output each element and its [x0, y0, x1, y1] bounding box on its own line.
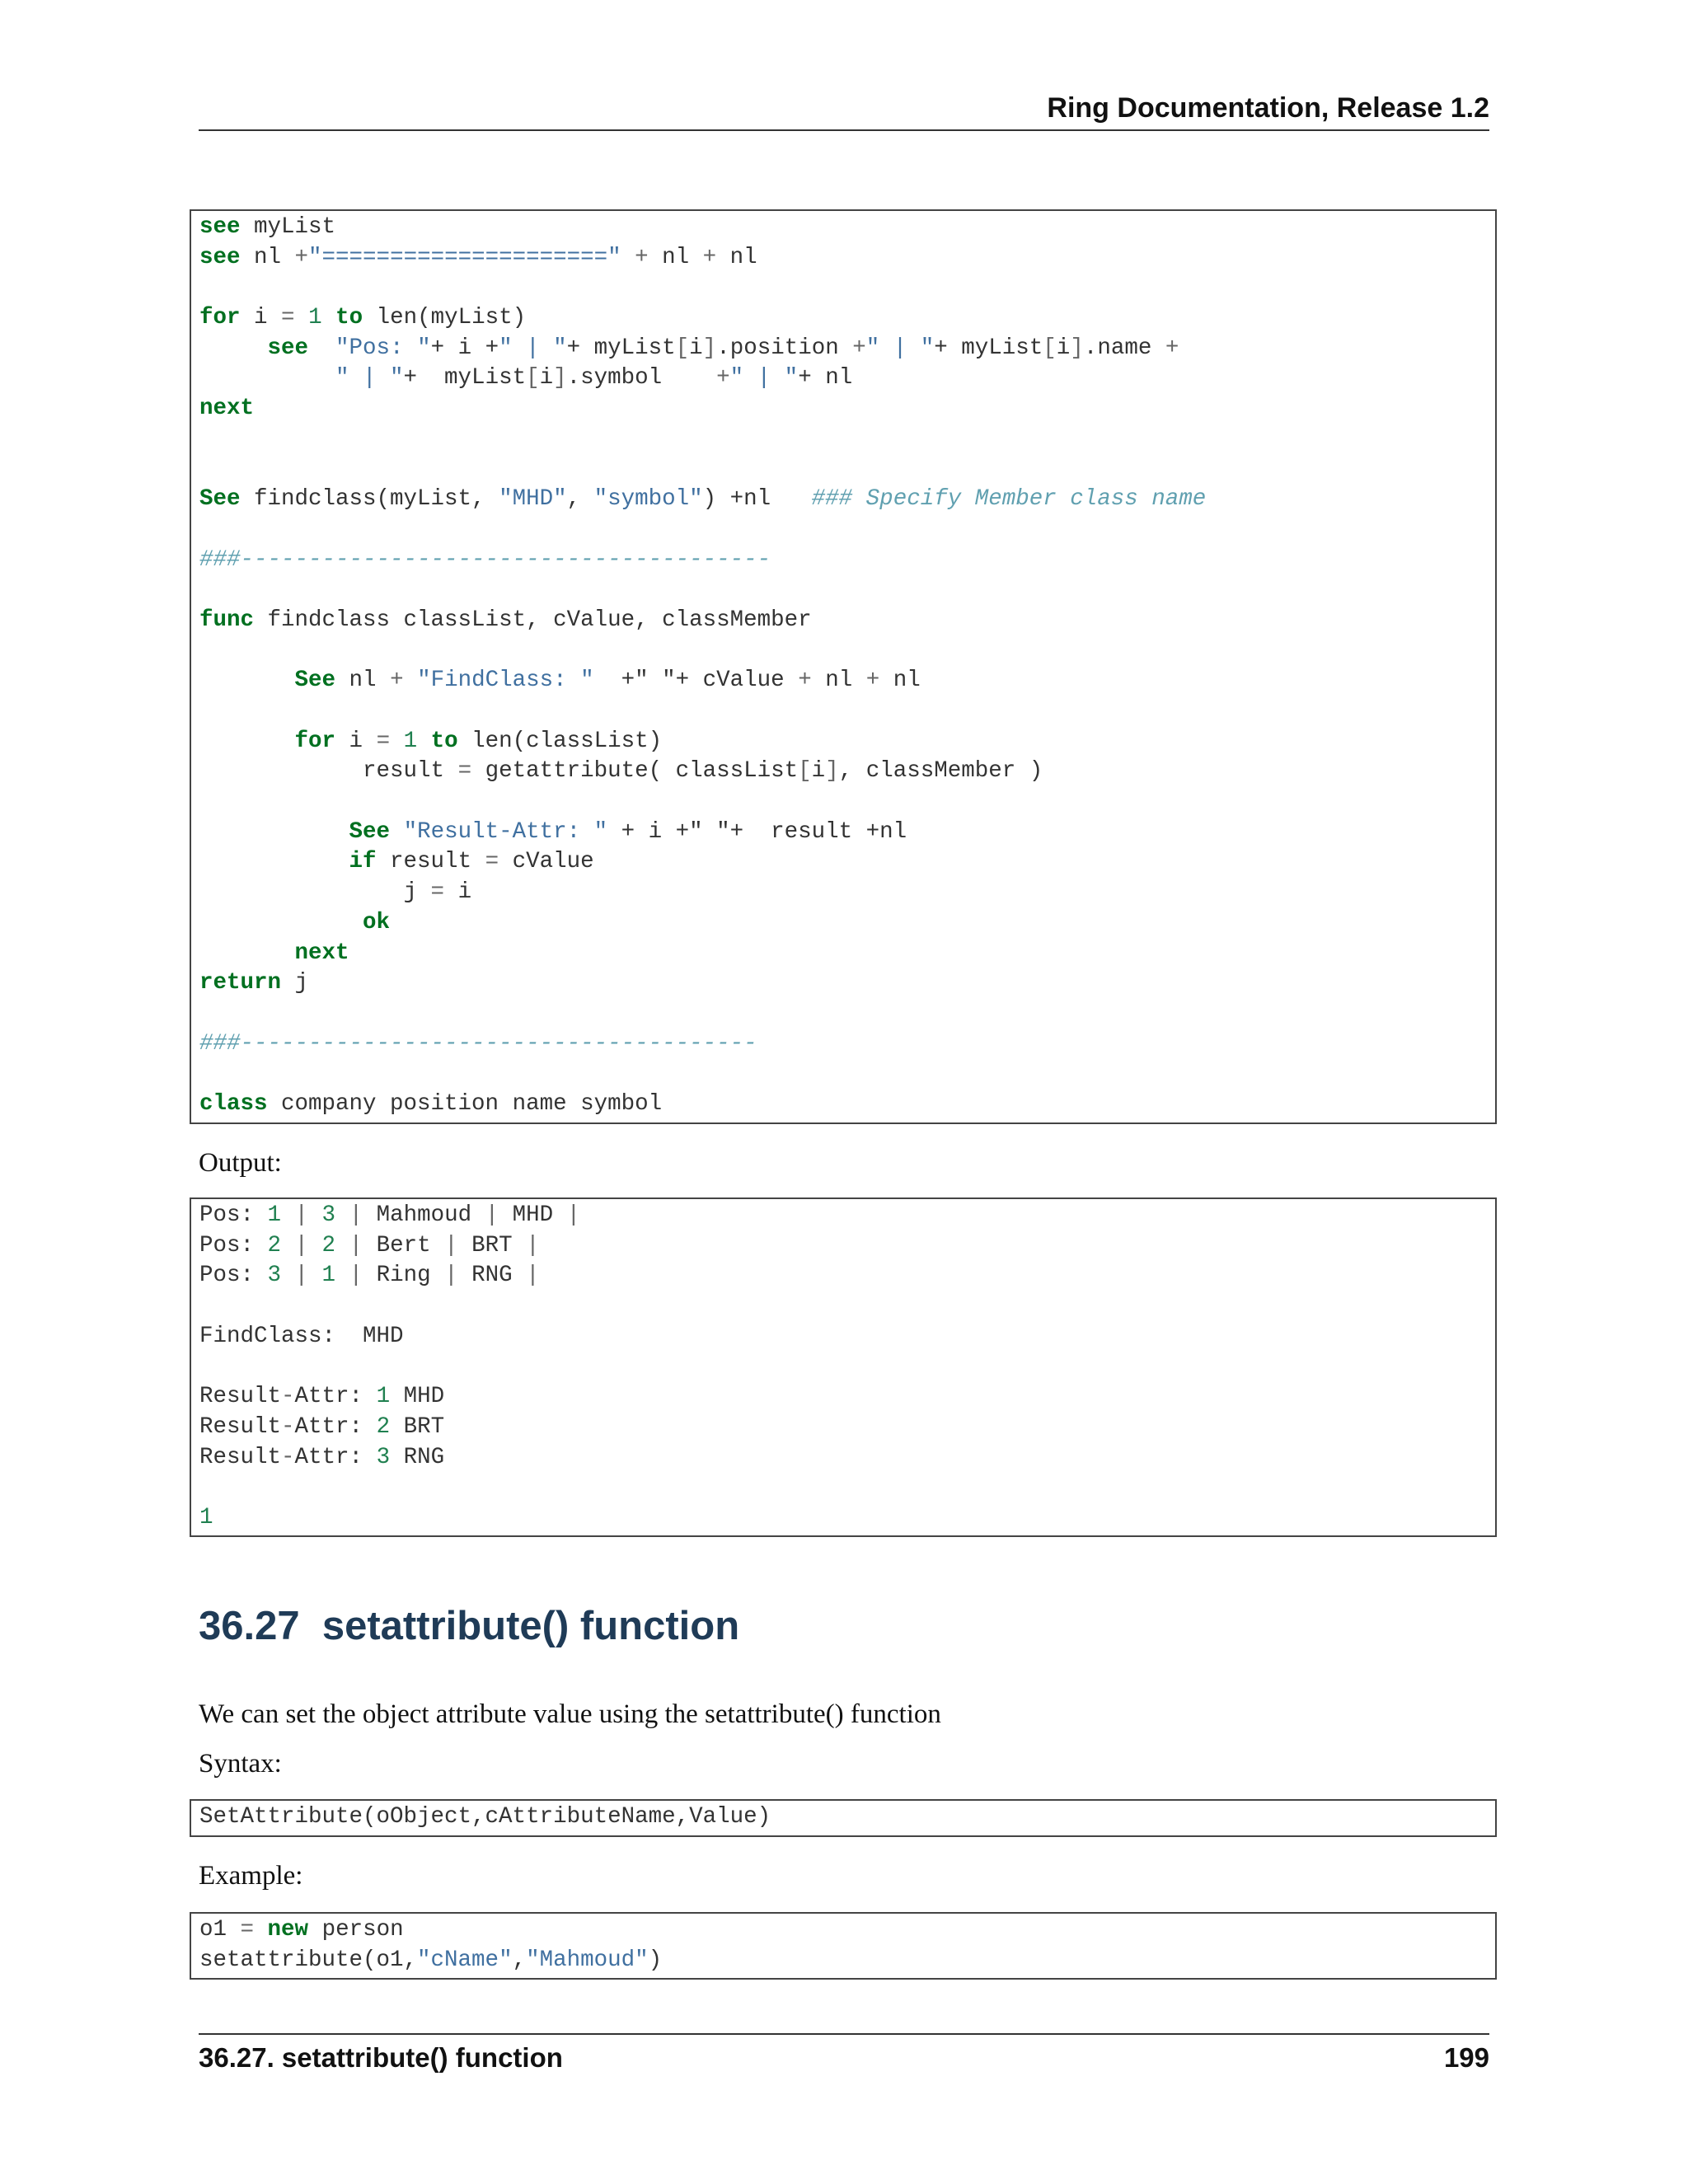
code-token: len(classList) — [457, 728, 663, 754]
section-heading — [199, 1603, 739, 1649]
code-token: i — [811, 758, 826, 785]
code-token — [390, 819, 404, 845]
code-token: .name — [1083, 335, 1165, 361]
code-line — [199, 757, 1487, 787]
code-line — [199, 1443, 1487, 1474]
code-token: result — [376, 849, 485, 875]
code-token: + — [865, 668, 880, 694]
code-line — [199, 1201, 1487, 1231]
code-line — [199, 546, 1487, 576]
code-token: + myList — [566, 335, 676, 361]
code-token — [308, 335, 335, 361]
code-token: len(myList) — [363, 305, 527, 331]
example-label: Example: — [199, 1861, 303, 1891]
code-token: see — [267, 335, 309, 361]
code-token: findclass classList, cValue, classMember — [254, 607, 812, 633]
code-token: + myList — [403, 365, 527, 391]
code-token: RNG — [457, 1263, 527, 1289]
code-line — [199, 908, 1487, 939]
code-line — [199, 999, 1487, 1029]
code-token: + — [635, 244, 649, 270]
code-token: company position name symbol — [267, 1090, 663, 1117]
code-line — [199, 1382, 1487, 1413]
code-token — [199, 849, 349, 874]
code-token: - — [281, 1384, 295, 1410]
code-token: [ — [526, 365, 540, 391]
code-token: - — [281, 1413, 295, 1440]
code-token: Result — [199, 1384, 282, 1410]
code-line — [199, 1352, 1487, 1382]
code-line — [199, 1261, 1487, 1291]
code-token — [199, 335, 268, 361]
code-line — [199, 1029, 1487, 1060]
code-line — [199, 968, 1487, 999]
code-token: 1 — [321, 1263, 336, 1289]
code-token: " | " — [729, 365, 799, 391]
code-token: "Result-Attr: " — [403, 818, 608, 845]
code-token: next — [199, 396, 255, 422]
code-block-findclass — [190, 209, 1497, 1124]
code-token: - — [281, 1444, 295, 1470]
code-token: | — [335, 1263, 377, 1289]
code-token: result — [199, 758, 458, 785]
output-block — [190, 1197, 1497, 1537]
code-token — [199, 365, 335, 391]
code-token: 2 — [267, 1232, 282, 1258]
code-token: | — [444, 1263, 458, 1289]
code-token: See — [349, 818, 391, 845]
code-token: ###-------------------------------------- — [199, 1030, 757, 1057]
code-token: Attr: — [294, 1444, 377, 1470]
code-token: i — [689, 335, 703, 361]
code-line — [199, 1473, 1487, 1503]
code-token: | — [485, 1202, 499, 1228]
code-line — [199, 696, 1487, 727]
code-token — [322, 305, 336, 330]
code-token: + i + — [430, 335, 499, 361]
code-token: func — [199, 607, 255, 633]
code-line — [199, 455, 1487, 485]
code-token: + myList — [934, 335, 1043, 361]
code-line — [199, 1915, 1487, 1946]
code-token: Result — [199, 1444, 282, 1470]
code-line — [199, 847, 1487, 878]
code-token: , — [566, 486, 594, 513]
code-token: myList — [240, 214, 336, 240]
code-line — [199, 1291, 1487, 1322]
code-token: findclass(myList, — [240, 486, 499, 513]
code-line — [199, 878, 1487, 908]
header-rule — [199, 129, 1489, 131]
code-line — [199, 485, 1487, 515]
code-line — [199, 575, 1487, 606]
code-token: nl — [879, 668, 921, 694]
code-token: "cName" — [417, 1947, 513, 1973]
code-token: 3 — [321, 1202, 336, 1228]
code-token: next — [294, 940, 349, 966]
code-token: + — [1165, 335, 1179, 361]
code-token — [254, 1917, 268, 1943]
code-token: Result — [199, 1413, 282, 1440]
code-line — [199, 363, 1487, 394]
code-token: ) +nl — [702, 486, 812, 513]
code-token: 1 — [308, 305, 322, 331]
code-token: "=====================" — [308, 244, 621, 270]
footer-rule — [199, 2033, 1489, 2035]
code-token — [417, 729, 431, 754]
code-token: + — [798, 668, 812, 694]
code-line — [199, 273, 1487, 303]
code-token: for — [294, 728, 336, 754]
code-token: Attr: — [294, 1413, 377, 1440]
code-token: " | " — [335, 365, 404, 391]
code-token: | — [526, 1232, 540, 1258]
code-token: 2 — [376, 1413, 391, 1440]
code-token: to — [430, 728, 458, 754]
code-line — [199, 818, 1487, 848]
code-line — [199, 1503, 1487, 1534]
code-token: 3 — [376, 1444, 391, 1470]
code-token: nl — [648, 244, 703, 270]
code-token: ###--------------------------------------- — [199, 546, 771, 573]
code-token: ] — [825, 758, 839, 785]
code-token: + — [390, 668, 404, 694]
code-token: RNG — [390, 1444, 445, 1470]
code-token: , — [512, 1947, 527, 1973]
code-token: "FindClass: " — [417, 668, 594, 694]
example-code-block — [190, 1912, 1497, 1980]
code-token: " | " — [865, 335, 935, 361]
code-token: ] — [702, 335, 717, 361]
code-token — [404, 668, 418, 693]
code-line — [199, 606, 1487, 636]
code-token: [ — [1043, 335, 1057, 361]
code-token: ### Specify Member class name — [811, 486, 1207, 513]
code-token: 1 — [199, 1504, 213, 1530]
page-number: 199 — [1443, 2042, 1489, 2073]
code-token: ok — [363, 909, 391, 935]
code-token: +" "+ cValue — [593, 668, 799, 694]
code-token: = — [430, 879, 445, 906]
code-token: i — [1056, 335, 1071, 361]
code-token: | — [526, 1263, 540, 1289]
code-token: "MHD" — [499, 486, 567, 513]
code-token — [295, 305, 309, 330]
code-token: | — [566, 1202, 581, 1228]
code-token: + — [294, 244, 309, 270]
code-token: MHD — [499, 1202, 567, 1228]
code-line — [199, 303, 1487, 334]
code-token: + i +" "+ result +nl — [607, 818, 907, 845]
code-token: Ring — [376, 1263, 445, 1289]
syntax-code-block — [190, 1799, 1497, 1837]
code-token: j — [199, 879, 431, 906]
code-token: nl — [811, 668, 866, 694]
code-token: | — [281, 1202, 322, 1228]
code-line — [199, 515, 1487, 546]
code-token: 2 — [321, 1232, 336, 1258]
code-line — [199, 213, 1487, 243]
code-token: [ — [675, 335, 690, 361]
code-token: SetAttribute(oObject,cAttributeName,Value) — [199, 1804, 771, 1830]
code-token — [390, 729, 404, 754]
code-line — [199, 939, 1487, 969]
code-token: , classMember ) — [838, 758, 1043, 785]
code-token: getattribute( classList — [471, 758, 799, 785]
code-token: | — [444, 1232, 458, 1258]
code-token: nl — [335, 668, 391, 694]
code-token: new — [267, 1917, 309, 1943]
code-token: + — [852, 335, 866, 361]
code-token: = — [281, 305, 295, 331]
code-token: ] — [1070, 335, 1084, 361]
code-token: 3 — [267, 1263, 282, 1289]
code-token: ) — [648, 1947, 663, 1973]
code-line — [199, 1231, 1487, 1262]
code-token: = — [376, 728, 391, 754]
code-line — [199, 394, 1487, 424]
section-intro: We can set the object attribute value using the setattribute() function — [199, 1699, 941, 1729]
code-token: .symbol — [566, 365, 717, 391]
code-token: + — [702, 244, 717, 270]
code-token: see — [199, 244, 241, 270]
code-token: | — [335, 1202, 377, 1228]
code-token: i — [539, 365, 554, 391]
code-token: = — [240, 1917, 255, 1943]
code-token: See — [199, 486, 241, 513]
code-token: 1 — [376, 1384, 391, 1410]
code-token: = — [485, 849, 499, 875]
code-token: nl — [716, 244, 757, 270]
section-number: 36.27 — [199, 1604, 300, 1648]
code-line — [199, 1413, 1487, 1443]
code-line — [199, 636, 1487, 667]
code-token: class — [199, 1090, 268, 1117]
code-token: for — [199, 305, 241, 331]
code-token — [199, 910, 363, 935]
code-token: Pos: — [199, 1202, 268, 1228]
code-token: "Pos: " — [335, 335, 431, 361]
code-line — [199, 1946, 1487, 1976]
code-token: = — [457, 758, 472, 785]
code-token: ] — [553, 365, 567, 391]
code-token — [199, 940, 295, 966]
running-header: Ring Documentation, Release 1.2 — [1047, 92, 1489, 124]
code-line — [199, 1322, 1487, 1352]
code-token: i — [335, 728, 377, 754]
code-line — [199, 727, 1487, 757]
code-token: BRT — [390, 1413, 445, 1440]
code-token: 1 — [403, 728, 418, 754]
code-token — [199, 819, 349, 845]
code-token: "symbol" — [593, 486, 703, 513]
code-token: + — [716, 365, 730, 391]
code-token: return — [199, 970, 282, 996]
code-token — [199, 729, 295, 754]
code-token: BRT — [457, 1232, 527, 1258]
code-token — [621, 245, 635, 270]
code-token: MHD — [390, 1384, 445, 1410]
code-token — [199, 668, 295, 693]
code-token: Bert — [376, 1232, 445, 1258]
footer-section: 36.27. setattribute() function — [199, 2042, 563, 2073]
code-token: see — [199, 214, 241, 240]
code-line — [199, 1090, 1487, 1120]
code-token: to — [335, 305, 363, 331]
code-token: i — [444, 879, 472, 906]
code-line — [199, 1059, 1487, 1090]
code-token: Pos: — [199, 1263, 268, 1289]
code-token: " | " — [499, 335, 567, 361]
code-token: | — [335, 1232, 377, 1258]
code-token: See — [294, 668, 336, 694]
output-label: Output: — [199, 1148, 282, 1178]
code-line — [199, 787, 1487, 818]
code-token: [ — [798, 758, 812, 785]
code-token: Mahmoud — [376, 1202, 485, 1228]
code-token: | — [281, 1232, 322, 1258]
code-token: 1 — [267, 1202, 282, 1228]
code-token: nl — [240, 244, 295, 270]
code-token: o1 — [199, 1917, 241, 1943]
code-token: if — [349, 849, 377, 875]
code-token: person — [308, 1917, 404, 1943]
code-token: cValue — [499, 849, 594, 875]
section-title: setattribute() function — [321, 1604, 740, 1648]
code-token: setattribute(o1, — [199, 1947, 418, 1973]
code-token: j — [281, 970, 309, 996]
code-line — [199, 666, 1487, 696]
syntax-label: Syntax: — [199, 1749, 282, 1779]
code-line — [199, 243, 1487, 274]
code-token: .position — [716, 335, 853, 361]
code-token: Pos: — [199, 1232, 268, 1258]
code-token: "Mahmoud" — [526, 1947, 649, 1973]
code-token: | — [281, 1263, 322, 1289]
code-line — [199, 1802, 1487, 1833]
code-token: FindClass: MHD — [199, 1323, 404, 1349]
code-token: Attr: — [294, 1384, 377, 1410]
code-token: i — [240, 305, 282, 331]
code-token: + nl — [798, 365, 853, 391]
code-line — [199, 334, 1487, 364]
code-line — [199, 424, 1487, 455]
